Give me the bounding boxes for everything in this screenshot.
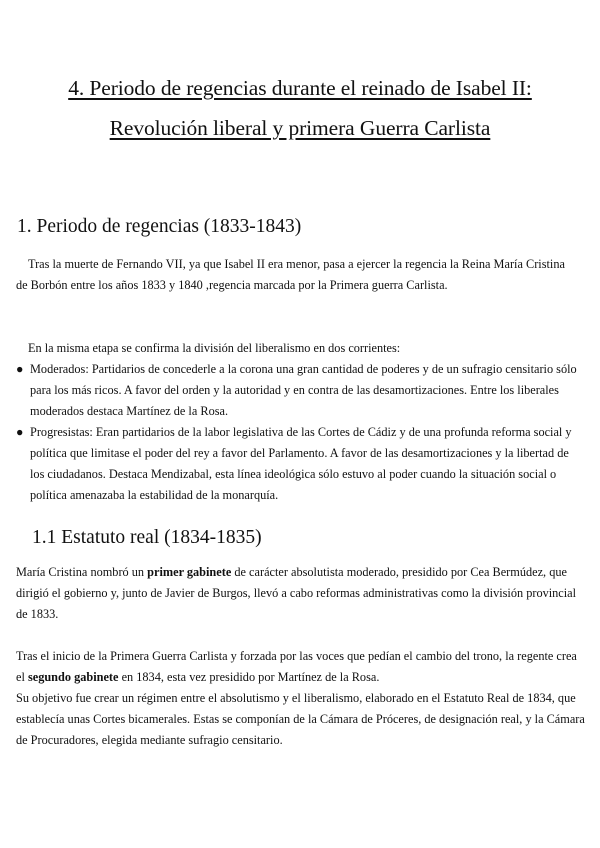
paragraph-estatuto-objetivo: Su objetivo fue crear un régimen entre el absolutismo y el liberalismo, elaborado en el Estatuto Real de 1834, que establecía unas Cortes bicamerales. Estas se componían de la Cámara de Próceres, de designación real, y la Cámara de Procuradores, elegida mediante sufragio censitario. bbox=[16, 691, 585, 747]
list-item-text: Moderados: Partidarios de concederle a la corona una gran cantidad de poderes y de un sufragio censitario sólo para los más ricos. A favor del orden y la autoridad y en contra de las desamortizaciones. Entre los liberales moderados destaca Martínez de la Rosa. bbox=[30, 362, 577, 418]
section-heading-estatuto-real: 1.1 Estatuto real (1834-1835) bbox=[32, 527, 262, 548]
paragraph-division-liberalismo: En la misma etapa se confirma la división del liberalismo en dos corrientes: bbox=[28, 341, 401, 355]
bold-primer-gabinete: primer gabinete bbox=[147, 565, 232, 579]
paragraph-segundo-gabinete: Tras el inicio de la Primera Guerra Carlista y forzada por las voces que pedían el cambio del trono, la regente crea el segundo gabinete en 1834, esta vez presidido por Martínez de la Rosa. bbox=[16, 649, 577, 684]
paragraph-primer-gabinete: María Cristina nombró un primer gabinete de carácter absolutista moderado, presidido por Cea Bermúdez, que dirigió el gobierno y, junto de Javier de Burgos, llevó a cabo reformas administrativas como la división provincial de 1833. bbox=[16, 565, 577, 621]
bullet-icon: ● bbox=[16, 425, 24, 439]
paragraph-regencia-intro: Tras la muerte de Fernando VII, ya que Isabel II era menor, pasa a ejercer la regencia la Reina María Cristina de Borbón entre los años 1833 y 1840 ,regencia marcada por la Primera guerra Carlista. bbox=[16, 257, 565, 292]
document-title-line-2: Revolución liberal y primera Guerra Carlista bbox=[109, 116, 491, 140]
section-heading-regencias: 1. Periodo de regencias (1833-1843) bbox=[17, 216, 302, 237]
bold-segundo-gabinete: segundo gabinete bbox=[27, 669, 119, 684]
list-item-text: Progresistas: Eran partidarios de la labor legislativa de las Cortes de Cádiz y de una profunda reforma social y política que limitase el poder del rey a favor del Parlamento. A favor de las desamortizaciones y la libertad de los ciudadanos. Destaca Mendizabal, esta línea ideológica sólo estuvo al poder cuando la situación social o política amenazaba la estabilidad de la monarquía. bbox=[30, 425, 572, 502]
document-title-line-1: 4. Periodo de regencias durante el reinado de Isabel II: bbox=[68, 76, 532, 100]
bullet-icon: ● bbox=[16, 362, 24, 376]
list-item-moderados bbox=[16, 359, 586, 422]
list-item-progresistas bbox=[16, 422, 586, 506]
